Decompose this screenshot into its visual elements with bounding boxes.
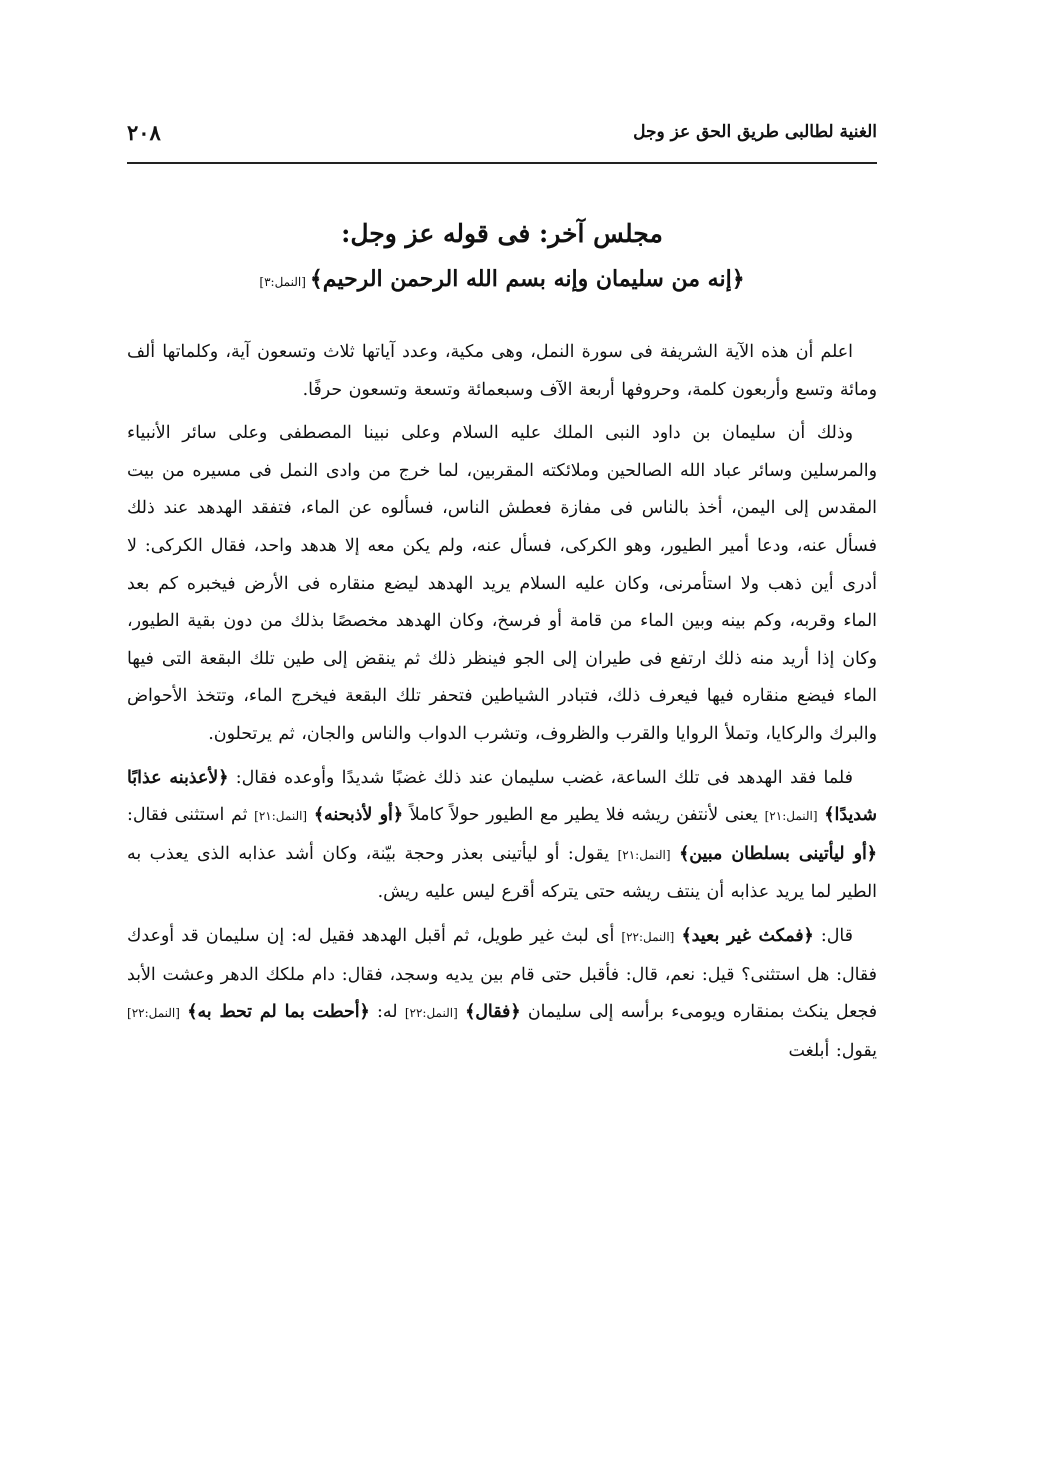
paragraph-text: وذلك أن سليمان بن داود النبى الملك عليه السلام وعلى نبينا المصطفى وعلى سائر الأنبياء والمرسلين وسائر عباد الله الصالحين وملائكته المقربين، لما خرج من وادى النمل فى مسيره من بيت المقدس إلى اليمن، أخذ بالناس فى مفازة فعطش الناس، فسألوه عن الماء، فتفقد الهدهد عند ذلك فسأل عنه، ودعا أمير الطيور، وهو الكركى، فسأل عنه، ولم يكن معه إلا هدهد واحد، فقال الكركى: لا أدرى أين ذهب ولا استأمرنى، وكان عليه السلام يريد الهدهد ليضع منقاره فى الأرض فيخبره كم بعد الماء وقربه، وكم بينه وبين الماء من قامة أو فرسخ، وكان الهدهد مخصصًا بذلك من دون بقية الطيور، وكان إذا أريد منه ذلك ارتفع فى طيران إلى الجو فينظر ذلك ثم ينقض إلى طين تلك البقعة التى فيها الماء فيضع منقاره فيها فيعرف ذلك، فتبادر الشياطين فتحفر تلك البقعة فيخرج الماء، وتتخذ الأحواض والبرك والركايا، وتملأ الروايا والقرب والظروف، وتشرب الدواب والناس والجان، ثم يرتحلون. (127, 423, 877, 744)
verse-citation: [النمل:٢١] (254, 809, 308, 824)
paragraph-text: فلما فقد الهدهد فى تلك الساعة، غضب سليمان عند ذلك غضبًا شديدًا وأوعده فقال: (235, 767, 853, 788)
verse-citation: [النمل:٢١] (764, 809, 818, 824)
quran-verse: ﴿فقال﴾ (465, 1002, 521, 1023)
paragraph-2 (127, 415, 877, 753)
section-verse-text: ﴿إنه من سليمان وإنه بسم الله الرحمن الرحيم﴾ (309, 266, 745, 292)
paragraph-text: يقول: أو ليأتينى بعذر وحجة بيّنة، وكان أشد عذابه الذى يعذب به الطير لما يريد عذابه أن ينتف ريشه حتى يتركه أقرع ليس عليه ريش. (127, 843, 877, 903)
section-title: مجلس آخر: فى قوله عز وجل: (341, 219, 663, 248)
paragraph-text: له: (377, 1002, 398, 1023)
quran-verse: ﴿أو لأذبحنه﴾ (313, 805, 404, 826)
running-header (127, 122, 877, 152)
verse-citation: [النمل:٢٢] (621, 929, 675, 944)
paragraph-1 (127, 334, 877, 409)
paragraph-4 (127, 918, 877, 1070)
verse-citation: [النمل:٢٢] (127, 1006, 180, 1021)
quran-verse: ﴿فمكث غير بعيد﴾ (681, 925, 814, 946)
page-number: ٢٠٨ (127, 120, 161, 145)
paragraph-text: يقول: أبلغت (788, 1040, 877, 1061)
verse-citation: [النمل:٢٢] (404, 1006, 458, 1021)
quran-verse: ﴿أو ليأتينى بسلطان مبين﴾ (679, 843, 877, 864)
quran-verse: ﴿أحطت بما لم تحط به﴾ (187, 1002, 370, 1023)
paragraph-text: ثم استثنى فقال: (127, 805, 248, 826)
header-divider (127, 162, 877, 164)
book-title: الغنية لطالبى طريق الحق عز وجل (633, 122, 877, 142)
paragraph-text: قال: (820, 925, 853, 946)
body-text (127, 334, 877, 1076)
quran-verse: ﴿لأعذبنه عذابًا شديدًا﴾ (127, 767, 877, 826)
section-verse-ref: [النمل:٣] (259, 275, 306, 289)
section-verse (127, 262, 877, 299)
verse-citation: [النمل:٢١] (617, 847, 671, 862)
paragraph-text: يعنى لأنتفن ريشه فلا يطير مع الطيور حولاً كاملاً (409, 805, 758, 826)
paragraph-3 (127, 760, 877, 912)
paragraph-text: أى لبث غير طويل، ثم أقبل الهدهد فقيل له: إن سليمان قد أوعدك فقال: هل استثنى؟ قيل: نعم، قال: فأقبل حتى قام بين يديه وسجد، فقال: دام ملكك الدهر وعشت الأبد فجعل ينكث بمنقاره ويومىء برأسه إلى سليمان (127, 925, 878, 1023)
paragraph-text: اعلم أن هذه الآية الشريفة فى سورة النمل، وهى مكية، وعدد آياتها ثلاث وتسعون آية، وكلماتها ألف ومائة وتسع وأربعون كلمة، وحروفها أربعة الآف وسبعمائة وتسعة وتسعون حرفًا. (127, 342, 877, 400)
